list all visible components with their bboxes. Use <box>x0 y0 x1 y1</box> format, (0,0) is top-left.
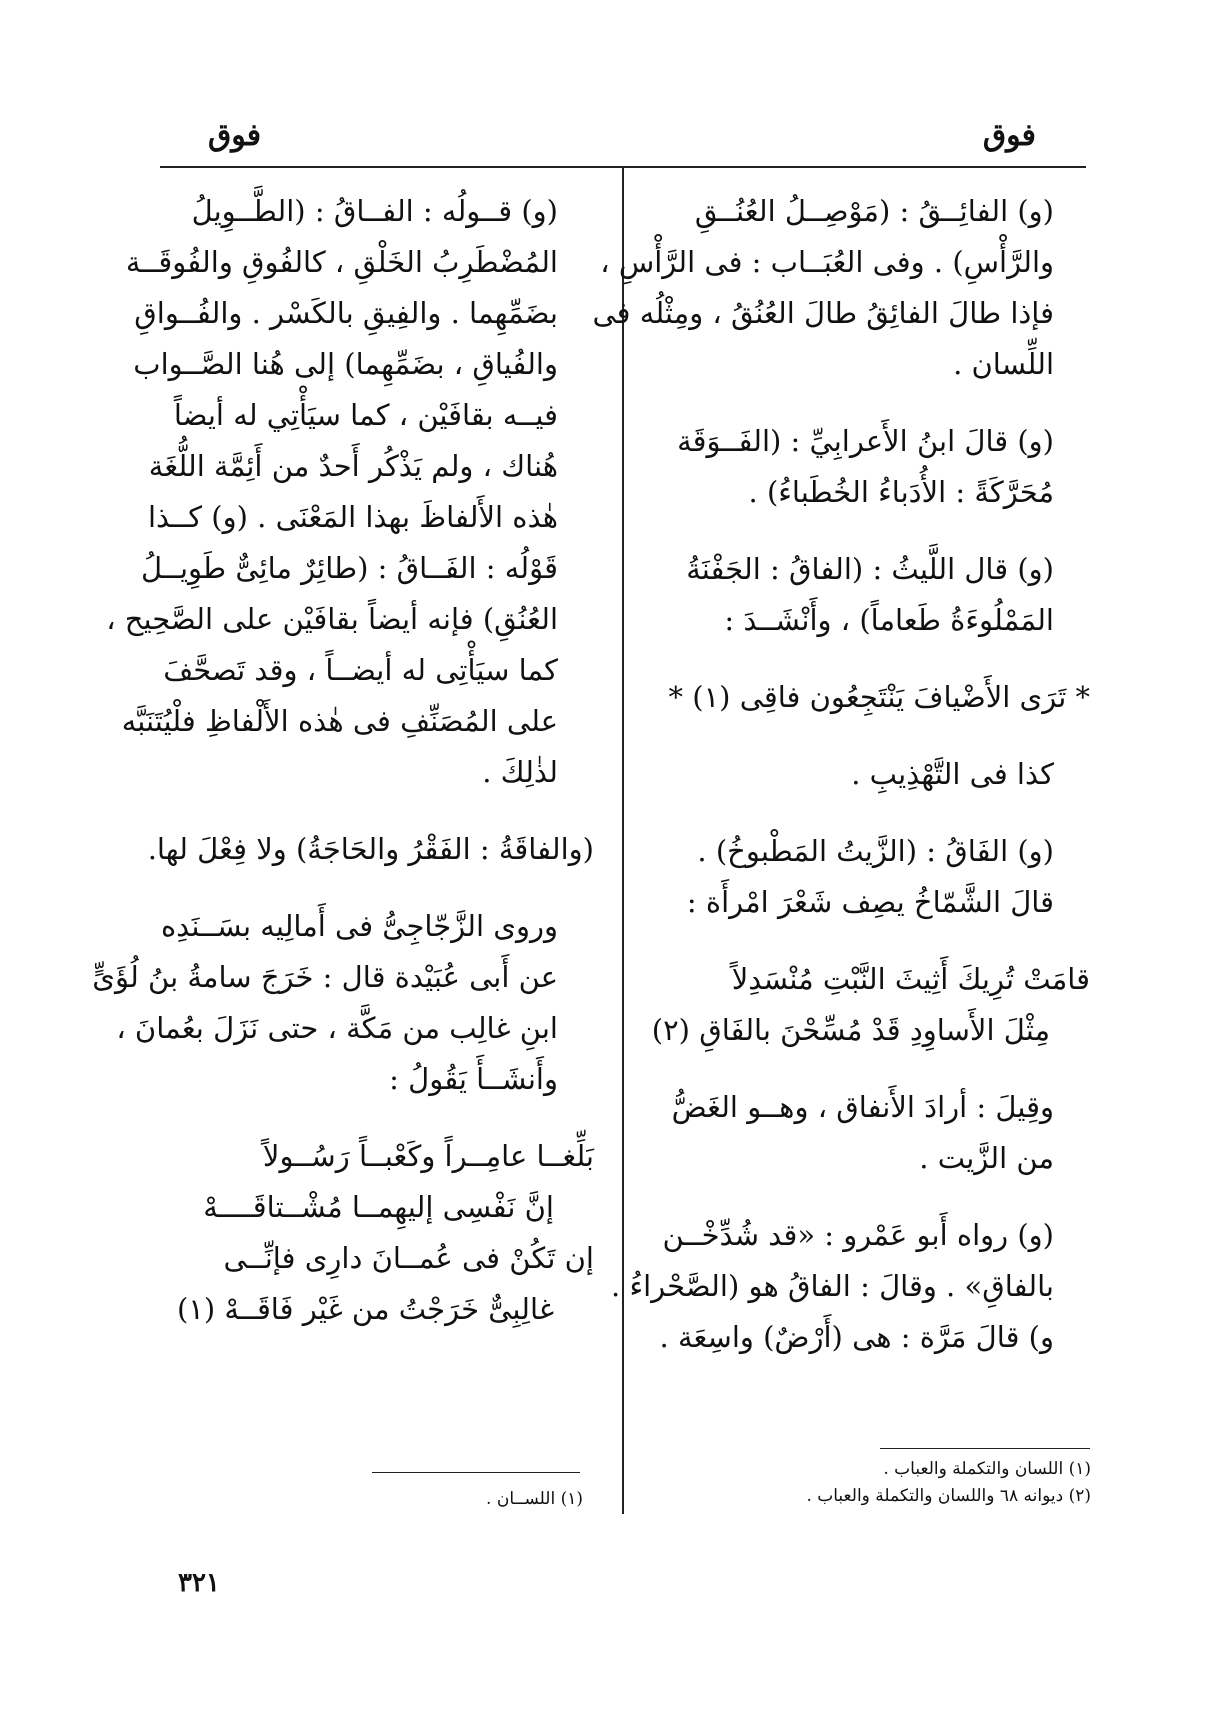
verse-line <box>664 672 1090 723</box>
text-line: المُضْطَرِبُ الخَلْقِ ، كالفُوقِ والفُوقَــة <box>125 245 558 279</box>
footnote-rule <box>880 1448 1090 1449</box>
verse-hemistich: مِثْلَ الأَساوِدِ قَدْ مُسِّحْنَ بالفَاقِ (٢) <box>651 1013 1050 1047</box>
entry-paragraph <box>664 1082 1090 1184</box>
running-head-right: فوق <box>982 118 1036 153</box>
footnote-rule <box>372 1472 580 1473</box>
text-line: عن أَبى عُبَيْدة قال : خَرَجَ سامةُ بنُ لُؤَىٍّ <box>92 960 558 994</box>
text-line: (و) قــولُه : الفــاقُ : (الطَّــوِيلُ <box>191 194 558 228</box>
right-column <box>592 186 1090 1389</box>
text-line: بالفاقِ» . وقالَ : الفاقُ هو (الصَّحْراءُ . <box>611 1269 1054 1303</box>
entry-paragraph <box>664 826 1090 928</box>
text-line: (و) الفائِــقُ : (مَوْصِــلُ العُنُــقِ <box>694 194 1054 228</box>
entry-paragraph <box>147 824 594 875</box>
running-head-left: فوق <box>208 118 262 153</box>
footnotes-right <box>806 1456 1091 1510</box>
entry-paragraph <box>611 1210 1090 1363</box>
footnote: (١) اللســان . <box>486 1489 583 1509</box>
text-line: كما سيَأْتِى له أيضــاً ، وقد تَصحَّفَ <box>163 653 558 687</box>
text-line: فيــه بقافَيْن ، كما سيَأْتِي له أيضاً <box>173 398 558 432</box>
verse-couplet <box>166 1233 594 1335</box>
entry-paragraph <box>106 186 594 798</box>
entry-paragraph <box>592 186 1090 390</box>
text-line: بضَمِّهِما . والفِيقِ بالكَسْر . والفُــواقِ <box>134 296 558 330</box>
text-line: المَمْلُوءَةُ طَعاماً) ، وأَنْشَــدَ : <box>724 603 1054 637</box>
text-line: اللِّسان . <box>953 347 1054 381</box>
entry-paragraph <box>664 416 1090 518</box>
left-column <box>92 186 594 1361</box>
entry-paragraph <box>664 749 1090 800</box>
text-line: (و) الفَاقُ : (الزَّيتُ المَطْبوخُ) . <box>697 834 1054 868</box>
text-line: قَوْلُه : الفَــاقُ : (طائِرٌ مائِىٌّ طَوِيــلُ <box>141 551 558 585</box>
page-number: ٣٢١ <box>178 1568 220 1598</box>
text-line: وروى الزَّجّاجِىُّ فى أَمالِيه بسَــنَدِه <box>160 909 558 943</box>
text-line: وقِيلَ : أرادَ الأَنفاق ، وهــو الغَضُّ <box>671 1090 1054 1124</box>
text-line: فإذا طالَ الفائِقُ طالَ العُنُقُ ، ومِثْلُه فى <box>592 296 1054 330</box>
text-line: من الزَّيت . <box>919 1141 1054 1175</box>
text-line: لذٰلِكَ . <box>482 755 558 789</box>
entry-paragraph <box>664 544 1090 646</box>
text-line: هٰذه الأَلفاظَ بهذا المَعْنَى . (و) كــذا <box>148 500 558 534</box>
verse-hemistich: قامَتْ تُرِيكَ أَثِيثَ النَّبْتِ مُنْسَدِلاً <box>731 962 1090 996</box>
text-line: (و) قالَ ابنُ الأَعرابِيِّ : (الفَــوَقَة <box>677 424 1054 458</box>
entry-paragraph <box>92 901 594 1105</box>
text-line: (والفاقَةُ : الفَقْرُ والحَاجَةُ) ولا فِعْلَ لها. <box>147 832 594 866</box>
verse-hemistich: * تَرَى الأَضْيافَ يَنْتَجِعُون فاقِى (١) * <box>668 680 1090 714</box>
text-line: (و) قال اللَّيثُ : (الفاقُ : الجَفْنَةُ <box>686 552 1054 586</box>
text-line: ابنِ غالِب من مَكَّة ، حتى نَزَلَ بعُمانَ ، <box>116 1011 558 1045</box>
verse-hemistich: غالِبِىٌّ خَرَجْتُ من غَيْر فَاقَــهْ (١) <box>176 1292 554 1326</box>
text-line: والرَّأْسِ) . وفى العُبَــاب : فى الرَّأْسِ ، <box>600 245 1054 279</box>
text-line: و) قالَ مَرَّة : هى (أَرْضٌ) واسِعَة . <box>659 1320 1054 1354</box>
text-line: كذا فى التَّهْذِيبِ . <box>851 757 1054 791</box>
verse-hemistich: إن تَكُنْ فى عُمــانَ دارِى فإنِّــى <box>223 1241 594 1275</box>
text-line: هُناك ، ولم يَذْكُر أَحدٌ من أَئِمَّة اللُّغَة <box>148 449 558 483</box>
verse-couplet <box>651 954 1090 1056</box>
verse-hemistich: إنَّ نَفْسِى إليهِمــا مُشْــتاقَــــهْ <box>203 1190 554 1224</box>
verse-hemistich: بَلِّغــا عامِــراً وكَعْبــاً رَسُــولاً <box>262 1139 594 1173</box>
text-line: وأَنشَــأَ يَقُولُ : <box>389 1062 558 1096</box>
footnote: (٢) ديوانه ٦٨ واللسان والتكملة والعباب . <box>806 1486 1091 1506</box>
footnotes-left <box>486 1486 583 1513</box>
verse-couplet <box>166 1131 594 1233</box>
text-line: والفُياقِ ، بضَمِّهِما) إلى هُنا الصَّــواب <box>133 347 558 381</box>
text-line: (و) رواه أَبو عَمْرو : «قد شُدِّخْــن <box>662 1218 1054 1252</box>
text-line: قالَ الشَّمّاخُ يصِف شَعْرَ امْرأَة : <box>686 885 1054 919</box>
text-line: مُحَرَّكَةً : الأُدَباءُ الخُطَباءُ) . <box>748 475 1054 509</box>
footnote: (١) اللسان والتكملة والعباب . <box>883 1459 1091 1479</box>
text-line: على المُصَنِّفِ فى هٰذه الأَلْفاظِ فلْيُتَنَبَّه <box>121 704 558 738</box>
text-line: العُنُقِ) فإنه أيضاً بقافَيْن على الصَّحِيح ، <box>106 602 558 636</box>
